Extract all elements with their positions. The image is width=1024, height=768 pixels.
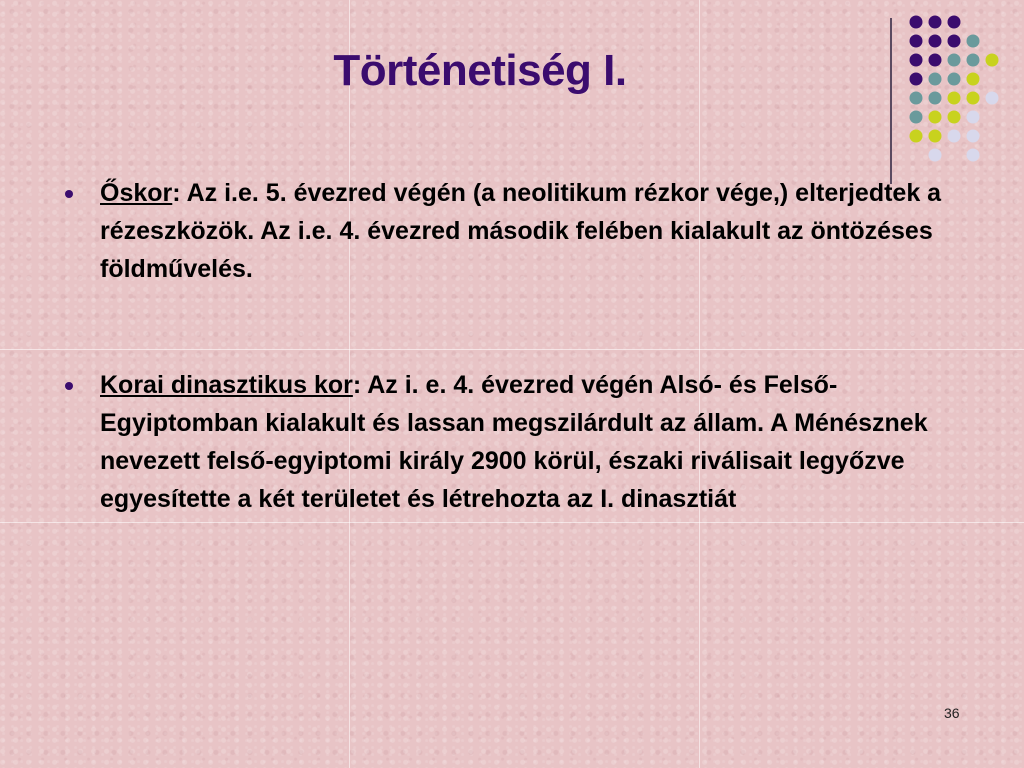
decorative-dot-teal bbox=[910, 92, 923, 105]
decorative-dot-teal bbox=[948, 54, 961, 67]
decorative-dot-yellow bbox=[967, 73, 980, 86]
decorative-dot-lavender bbox=[948, 130, 961, 143]
decorative-dot-purple bbox=[948, 16, 961, 29]
background-seam bbox=[0, 522, 1024, 523]
decorative-dot-lavender bbox=[967, 149, 980, 162]
bullet-item-korai-dinasztikus-kor bbox=[62, 366, 962, 518]
decorative-divider bbox=[890, 18, 892, 184]
decorative-dot-teal bbox=[910, 111, 923, 124]
decorative-dot-purple bbox=[910, 54, 923, 67]
decorative-dot-purple bbox=[910, 73, 923, 86]
decorative-dot-purple bbox=[910, 35, 923, 48]
decorative-dot-purple bbox=[929, 16, 942, 29]
bullet-text: : Az i. e. 4. évezred végén Alsó- és Felső-Egyiptomban kialakult és lassan megszilárdult az állam. A Ménésznek nevezett felső-egyiptomi király 2900 körül, északi riválisait legyőzve egyesítette a két területet és létrehozta az I. dinasztiát bbox=[100, 371, 928, 513]
bullet-icon bbox=[65, 382, 73, 390]
decorative-dot-teal bbox=[967, 54, 980, 67]
decorative-dot-teal bbox=[948, 73, 961, 86]
bullet-term: Korai dinasztikus kor bbox=[100, 371, 353, 399]
decorative-dot-yellow bbox=[948, 111, 961, 124]
decorative-dot-teal bbox=[929, 92, 942, 105]
decorative-dot-yellow bbox=[948, 92, 961, 105]
decorative-dot-yellow bbox=[929, 111, 942, 124]
decorative-dot-purple bbox=[910, 16, 923, 29]
decorative-dot-teal bbox=[929, 73, 942, 86]
decorative-dot-purple bbox=[948, 35, 961, 48]
decorative-dot-teal bbox=[967, 35, 980, 48]
bullet-item-oskor bbox=[62, 174, 962, 288]
bullet-icon bbox=[65, 190, 73, 198]
decorative-dot-yellow bbox=[967, 92, 980, 105]
decorative-dot-lavender bbox=[986, 92, 999, 105]
dot-grid-decoration bbox=[908, 14, 1018, 174]
decorative-dot-lavender bbox=[967, 130, 980, 143]
decorative-dot-lavender bbox=[967, 111, 980, 124]
decorative-dot-purple bbox=[929, 54, 942, 67]
decorative-dot-lavender bbox=[929, 149, 942, 162]
slide-title: Történetiség I. bbox=[333, 46, 627, 95]
decorative-dot-yellow bbox=[910, 130, 923, 143]
bullet-list bbox=[62, 174, 962, 518]
bullet-term: Őskor bbox=[100, 179, 173, 207]
decorative-dot-yellow bbox=[986, 54, 999, 67]
page-number: 36 bbox=[944, 705, 960, 721]
decorative-dot-yellow bbox=[929, 130, 942, 143]
decorative-dot-purple bbox=[929, 35, 942, 48]
bullet-text: : Az i.e. 5. évezred végén (a neolitikum rézkor vége,) elterjedtek a rézeszközök. Az i.e. 4. évezred második felében kialakult az öntözéses földművelés. bbox=[100, 179, 942, 283]
